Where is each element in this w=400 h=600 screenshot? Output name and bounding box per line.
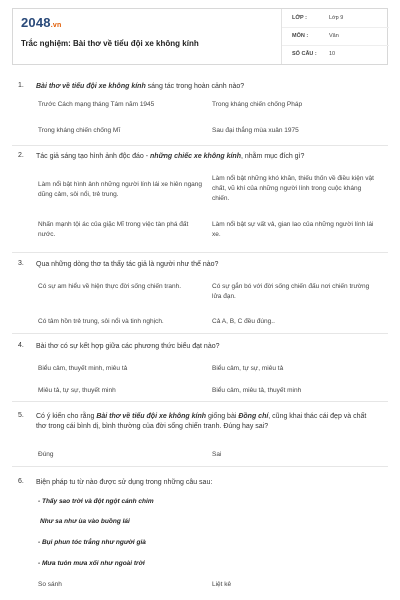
option-c[interactable]: Miêu tả, tự sự, thuyết minh [38,387,116,394]
q2-part1: Tác giả sáng tạo hình ảnh độc đáo - [36,153,151,160]
question-number: 5. [18,412,24,419]
question-number: 3. [18,260,24,267]
meta-row-mon [282,27,389,46]
q5-part2: Bài thơ về tiểu đội xe không kính [96,413,207,420]
option-a[interactable]: Làm nổi bật hình ảnh những người lính lái xe hiên ngang dũng cảm, sôi nổi, trẻ trung. [38,181,203,198]
option-d[interactable]: Sau đại thắng mùa xuân 1975 [212,127,299,134]
quiz-meta [281,9,389,64]
quote-line: - Bụi phun tóc trắng như người già [38,539,146,546]
option-c[interactable]: Có tâm hồn trẻ trung, sôi nổi và tinh nghịch. [38,318,164,325]
q1-rest: sáng tác trong hoàn cảnh nào? [145,83,245,90]
option-a[interactable]: Biểu cảm, thuyết minh, miêu tả [38,365,128,372]
socau-label: SỐ CÂU : [292,51,317,57]
question-number: 6. [18,478,24,485]
q1-title: Bài thơ về tiểu đội xe không kính [36,83,146,90]
divider [12,145,388,146]
option-c[interactable]: Trong kháng chiến chống Mĩ [38,127,121,134]
option-a[interactable]: Đúng [38,451,54,458]
quote-line: - Thấy sao trời và đột ngột cánh chim [38,498,154,505]
question-number: 1. [18,82,24,89]
question-4 [12,342,388,402]
option-b[interactable]: Trong kháng chiến chống Pháp [212,101,303,108]
option-b[interactable]: Liệt kê [212,581,232,588]
site-logo[interactable] [21,15,61,30]
option-a[interactable]: Trước Cách mạng tháng Tám năm 1945 [38,101,155,108]
quiz-header [12,8,388,65]
q2-part3: , nhằm mục đích gì? [240,153,305,160]
option-a[interactable]: So sánh [38,581,62,588]
question-number: 2. [18,152,24,159]
option-b[interactable]: Sai [212,451,222,458]
question-6 [12,478,388,598]
question-text: Qua những dòng thơ ta thấy tác giả là người như thế nào? [36,261,219,268]
question-text: Biện pháp tu từ nào được sử dụng trong những câu sau: [36,479,213,486]
meta-row-lop [282,9,389,28]
question-5 [12,412,388,467]
page-title: Trắc nghiệm: Bài thơ về tiểu đội xe không kính [21,39,199,48]
socau-value: 10 [329,51,336,57]
option-d[interactable]: Làm nổi bật sự vất vả, gian lao của những người lính lái xe. [212,221,374,238]
question-3 [12,260,388,335]
mon-label: MÔN : [292,33,309,39]
option-b[interactable]: Làm nổi bật những khó khăn, thiếu thốn về điều kiện vật chất, vũ khí của những người lính trong cuộc kháng chiến. [212,175,374,202]
q2-part2: những chiếc xe không kính [150,153,241,160]
quote-line: Như sa như ùa vào buồng lái [40,518,130,525]
q5-part1: Có ý kiến cho rằng [36,413,97,420]
logo-text: 2048 [21,15,51,30]
logo-suffix: .vn [50,22,62,29]
question-text: Bài thơ có sự kết hợp giữa các phương thức biểu đạt nào? [36,343,220,350]
lop-value: Lớp 9 [329,15,344,21]
q5-part3: giống bài [206,413,239,420]
question-text [36,152,376,162]
lop-label: LỚP : [292,15,307,21]
question-1 [12,82,388,137]
divider [12,252,388,253]
option-a[interactable]: Có sự am hiểu về hiện thực đời sống chiến tranh. [38,283,182,290]
question-text [36,412,376,432]
option-b[interactable]: Biểu cảm, tự sự, miêu tả [212,365,284,372]
q5-part4: Đồng chí [238,413,269,420]
divider [12,333,388,334]
divider [12,401,388,402]
q5-part5: , cũng khai thác cái đẹp và chất thơ trong cái bình dị, bình thường của đời sống chiến tranh. Đúng hay sai? [36,413,367,430]
mon-value: Văn [329,33,339,39]
question-2 [12,152,388,252]
meta-row-socau [282,45,389,63]
divider [12,466,388,467]
option-d[interactable]: Cả A, B, C đều đúng.. [212,318,275,325]
option-b[interactable]: Có sự gắn bó với đời sống chiến đấu nơi chiến trường lửa đạn. [212,283,370,300]
quote-line: - Mưa tuôn mưa xối như ngoài trời [38,560,145,567]
option-d[interactable]: Biểu cảm, miêu tả, thuyết minh [212,387,302,394]
question-text [36,82,376,92]
option-c[interactable]: Nhấn mạnh tội ác của giặc Mĩ trong việc tàn phá đất nước. [38,221,189,238]
question-number: 4. [18,342,24,349]
